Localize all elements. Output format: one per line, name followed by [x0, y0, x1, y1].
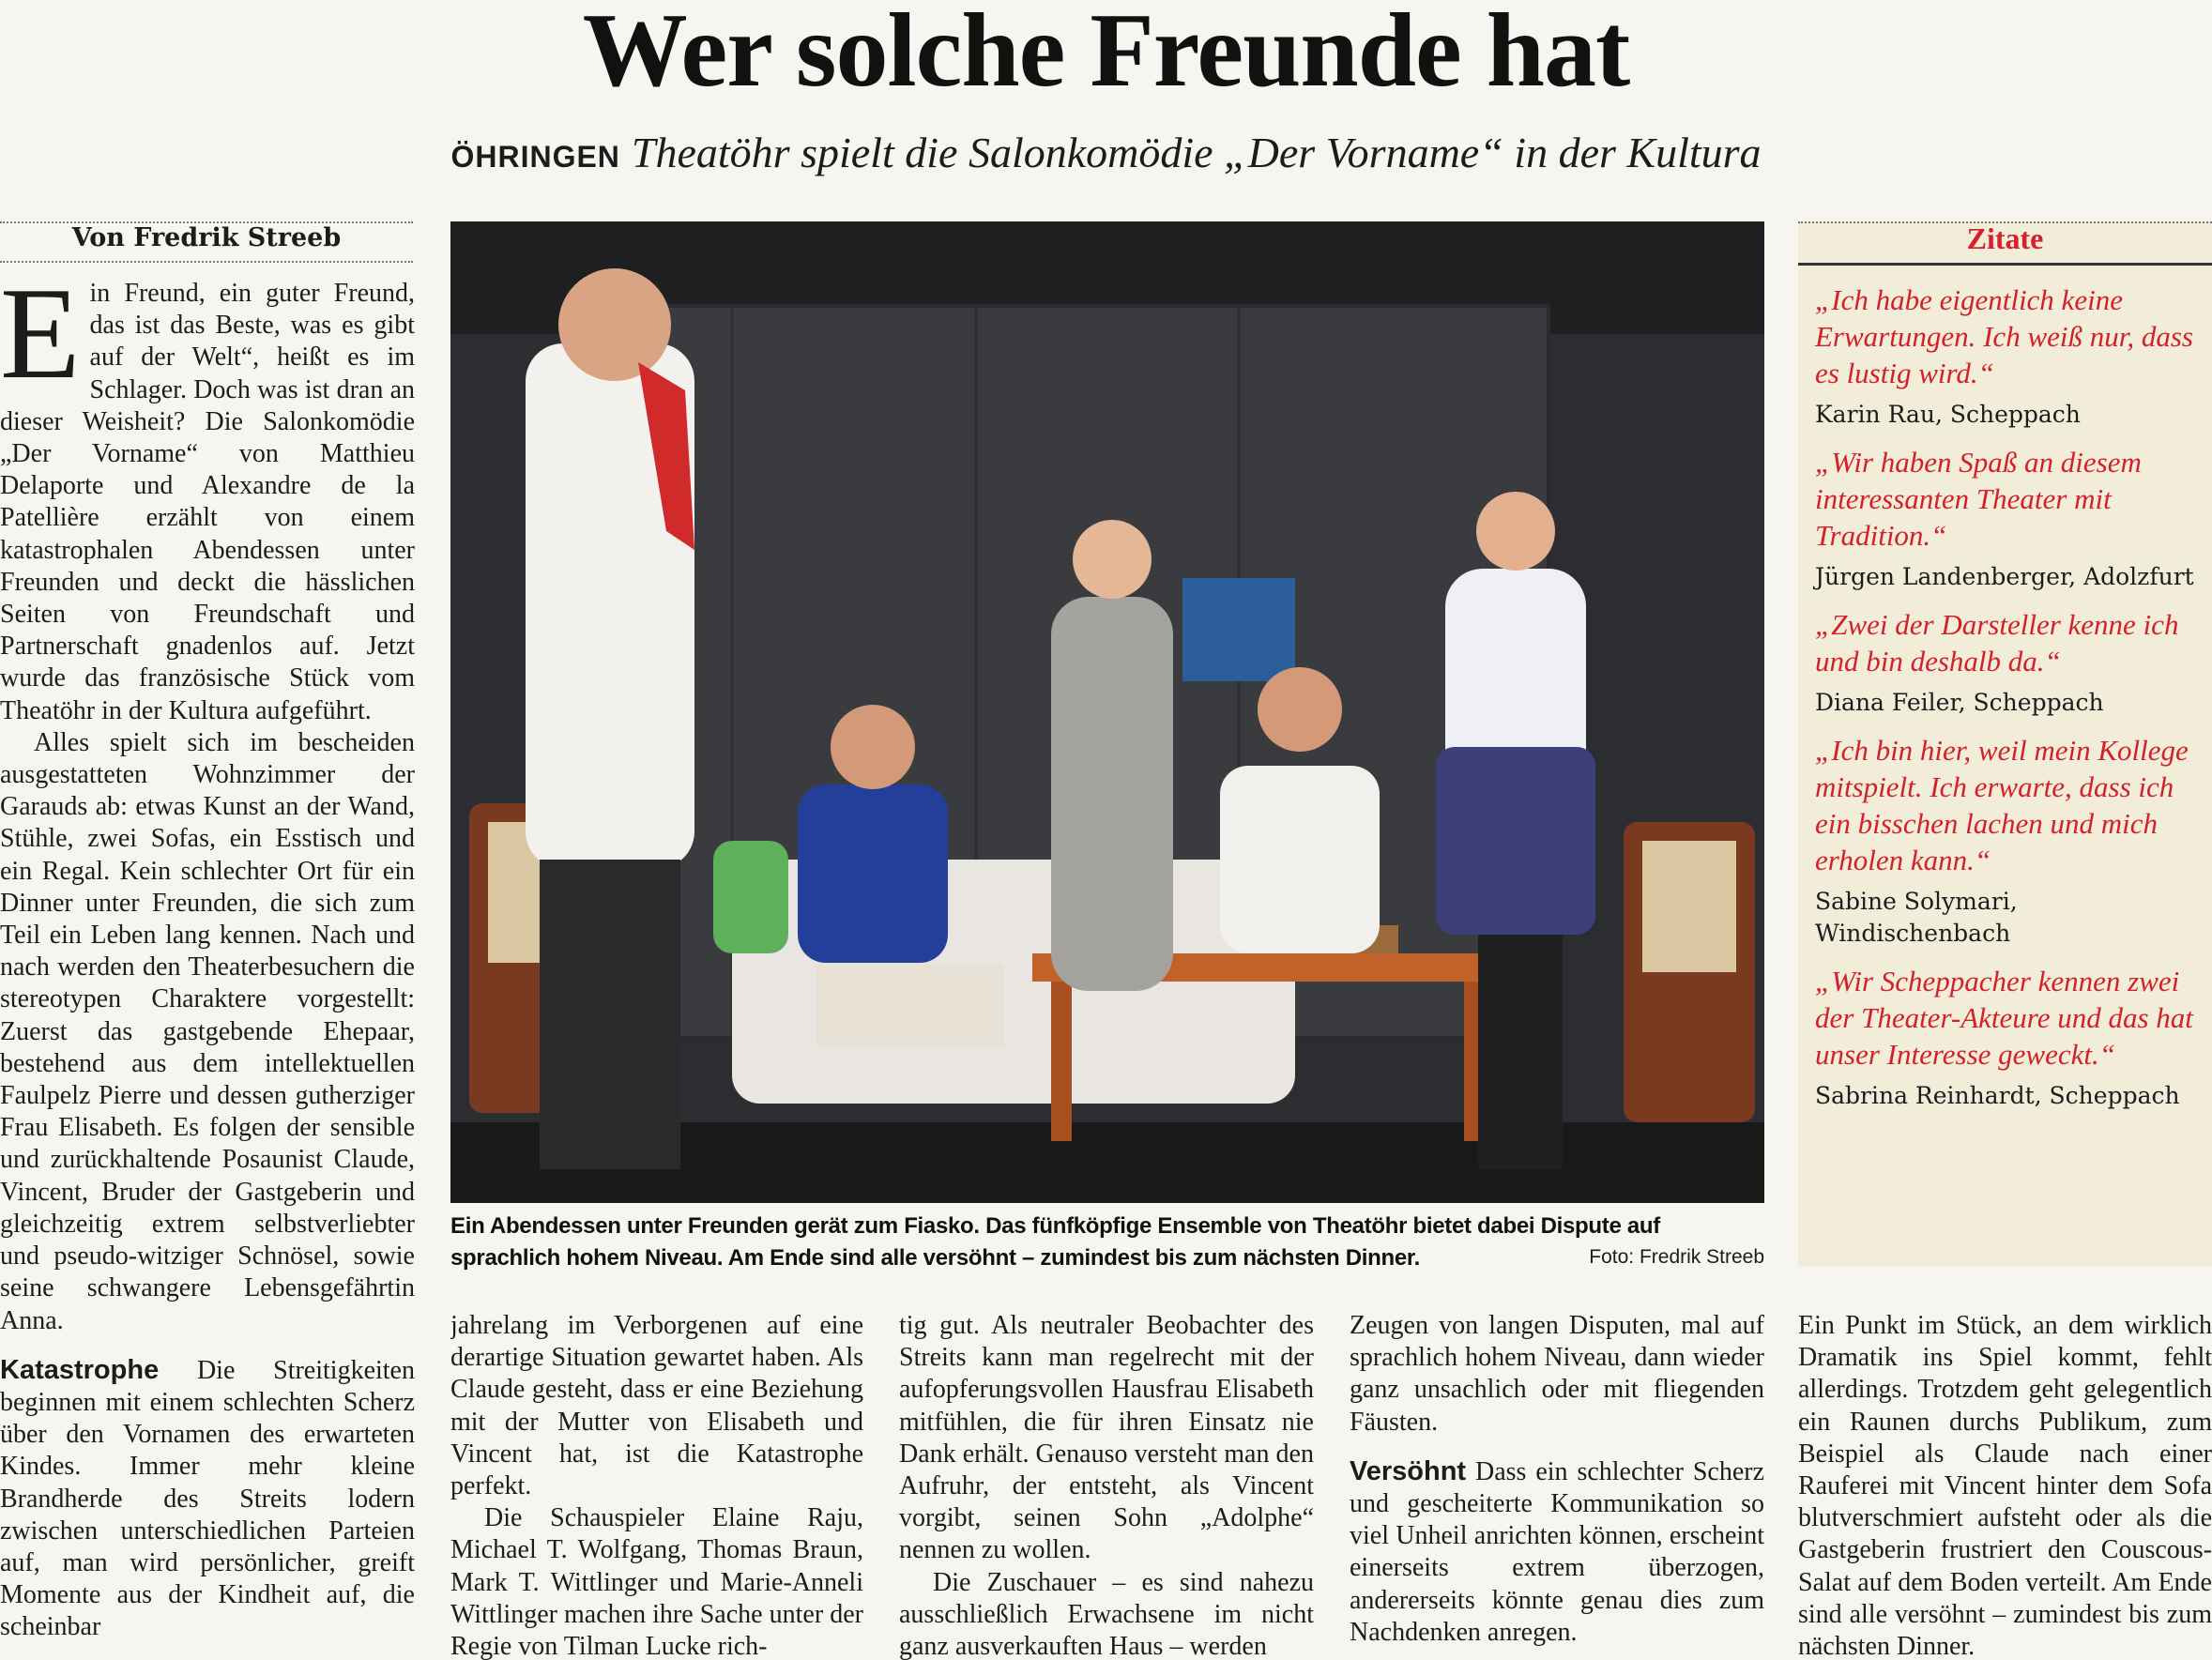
subtitle: Theatöhr spielt die Salonkomödie „Der Vorname“ in der Kultura: [631, 129, 1762, 176]
paragraph: jahrelang im Verborgenen auf eine derartige Situation gewartet haben. Als Claude gesteht, dass er eine Beziehung mit der Mutter von Elisabeth und Vincent hat, ist die Katastrophe perfekt.: [450, 1311, 863, 1501]
paragraph-versoehnt: [1350, 1455, 1764, 1649]
stage-photo-illustration: [450, 221, 1764, 1203]
paragraph: Zeugen von langen Disputen, mal auf sprachlich hohem Niveau, dann wieder ganz unsachlich oder mit fliegenden Fäusten.: [1350, 1311, 1764, 1437]
quote-text: „Zwei der Darsteller kenne ich und bin deshalb da.“: [1815, 608, 2179, 678]
quote-attribution: Sabrina Reinhardt, Scheppach: [1815, 1082, 2180, 1109]
quote-item: [1815, 444, 2200, 593]
sidebar-rule-title: [1798, 263, 2212, 266]
quote-attribution: Diana Feiler, Scheppach: [1815, 689, 2104, 716]
stage-photo: [450, 221, 1764, 1203]
paragraph: in Freund, ein guter Freund, das ist das Beste, was es gibt auf der Welt“, heißt es im Schlager. Doch was ist dran an dieser Weisheit? Die Salonkomödie „Der Vorname“ von Matthieu Delaporte und Alexandre de la Patellière erzählt von einem katastrophalen Abendessen unter Freunden und deckt die hässlichen Seiten von Freundschaft und Partnerschaft gnadenlos auf. Jetzt wurde das französische Stück vom Theatöhr in der Kultura aufgeführt.: [0, 279, 415, 725]
paragraph: Die Zuschauer – es sind nahezu ausschließlich Erwachsene im nicht ganz ausverkauften Haus – werden: [899, 1567, 1314, 1660]
paragraph: Alles spielt sich im bescheiden ausgestatteten Wohnzimmer der Garauds ab: etwas Kunst an der Wand, Stühle, zwei Sofas, ein Esstisch und ein Regal. Kein schlechter Ort für ein Dinner unter Freunden, die sich zum Teil ein Leben lang kennen. Nach und nach werden den Theaterbesuchern die stereotypen Charaktere vorgestellt: Zuerst das gastgebende Ehepaar, bestehend aus dem intellektuellen Faulpelz Pierre und dessen gutherziger Frau Elisabeth. Es folgen der sensible und zurückhaltende Posaunist Claude, Vincent, Bruder der Gastgeberin und gleichzeitig extrem selbstverliebter und pseudo-witziger Schnösel, sowie seine schwangere Lebensgefährtin Anna.: [0, 727, 415, 1335]
quote-text: „Wir haben Spaß an diesem interessanten Theater mit Tradition.“: [1815, 446, 2142, 552]
drop-cap: E: [0, 278, 81, 406]
quote-item: [1815, 282, 2200, 431]
quote-text: „Wir Scheppacher kennen zwei der Theater-Akteure und das hat unser Interesse geweckt.“: [1815, 965, 2193, 1071]
article-column-5: [1798, 1310, 2212, 1660]
subhead-katastrophe: Katastrophe: [0, 1354, 160, 1385]
article-column-4: [1350, 1310, 1764, 1660]
quote-text: „Ich bin hier, weil mein Kollege mitspielt. Ich erwarte, dass ich ein bisschen lachen und mich erholen kann.“: [1815, 734, 2189, 876]
headline: Wer solche Freunde hat: [582, 0, 1630, 109]
quote-text: „Ich habe eigentlich keine Erwartungen. Ich weiß nur, dass es lustig wird.“: [1815, 283, 2193, 389]
subhead-versoehnt: Versöhnt: [1350, 1455, 1467, 1486]
quote-item: [1815, 732, 2200, 950]
photo-credit: Foto: Fredrik Streeb: [1589, 1246, 1764, 1268]
paragraph-text: Die Streitigkeiten beginnen mit einem schlechten Scherz über den Vornamen des erwarteten Kindes. Immer mehr kleine Brandherde des Streits lodern zwischen unterschiedlichen Parteien auf, man wird persönlicher, greift Momente aus der Kindheit auf, die scheinbar: [0, 1355, 415, 1642]
byline-rule-bottom: [0, 261, 413, 263]
quote-item: [1815, 963, 2200, 1112]
quote-item: [1815, 606, 2200, 719]
article-column-2: [450, 1310, 863, 1660]
subline: [0, 128, 2212, 177]
paragraph: Ein Punkt im Stück, an dem wirklich Dramatik ins Spiel kommt, fehlt allerdings. Trotzdem geht gelegentlich ein Raunen durchs Publikum, zum Beispiel als Claude nach einer Rauferei mit Vincent hinter dem Sofa blutverschmiert aufsteht oder als die Gastgeberin frustriert den Couscous-Salat auf dem Boden verteilt. Am Ende sind alle versöhnt – zumindest bis zum nächsten Dinner.: [1798, 1311, 2212, 1660]
quote-list: [1815, 282, 2200, 1112]
kicker-location: ÖHRINGEN: [450, 140, 620, 174]
paragraph: Die Schauspieler Elaine Raju, Michael T. Wolfgang, Thomas Braun, Mark T. Wittlinger und Marie-Anneli Wittlinger machen ihre Sache unter der Regie von Tilman Lucke rich-: [450, 1503, 863, 1660]
quote-attribution: Karin Rau, Scheppach: [1815, 401, 2081, 428]
paragraph: tig gut. Als neutraler Beobachter des Streits kann man regelrecht mit der aufopferungsvollen Hausfrau Elisabeth mitfühlen, die für ihren Einsatz nie Dank erhält. Genauso versteht man den Aufruhr, der entsteht, als Vincent vorgibt, seinen Sohn „Adolphe“ nennen zu wollen.: [899, 1311, 1314, 1565]
quote-attribution: Jürgen Landenberger, Adolzfurt: [1815, 563, 2194, 590]
paragraph-katastrophe: [0, 1354, 415, 1644]
quote-attribution: Sabine Solymari, Windischenbach: [1815, 888, 2018, 947]
sidebar-title: Zitate: [1966, 221, 2044, 255]
paragraph-text: Dass ein schlechter Scherz und gescheiterte Kommunikation so viel Unheil anrichten können, erscheint einerseits extrem überzogen, andererseits könnte genau dies zum Nachdenken anregen.: [1350, 1456, 1764, 1647]
article-column-1: [0, 278, 415, 1660]
byline: Von Fredrik Streeb: [71, 223, 342, 252]
photo-caption: Ein Abendessen unter Freunden gerät zum Fiasko. Das fünfköpfige Ensemble von Theatöhr bietet dabei Dispute auf sprachlich hohem Niveau. Am Ende sind alle versöhnt – zumindest bis zum nächsten Dinner.: [450, 1213, 1660, 1271]
article-column-3: [899, 1310, 1314, 1660]
